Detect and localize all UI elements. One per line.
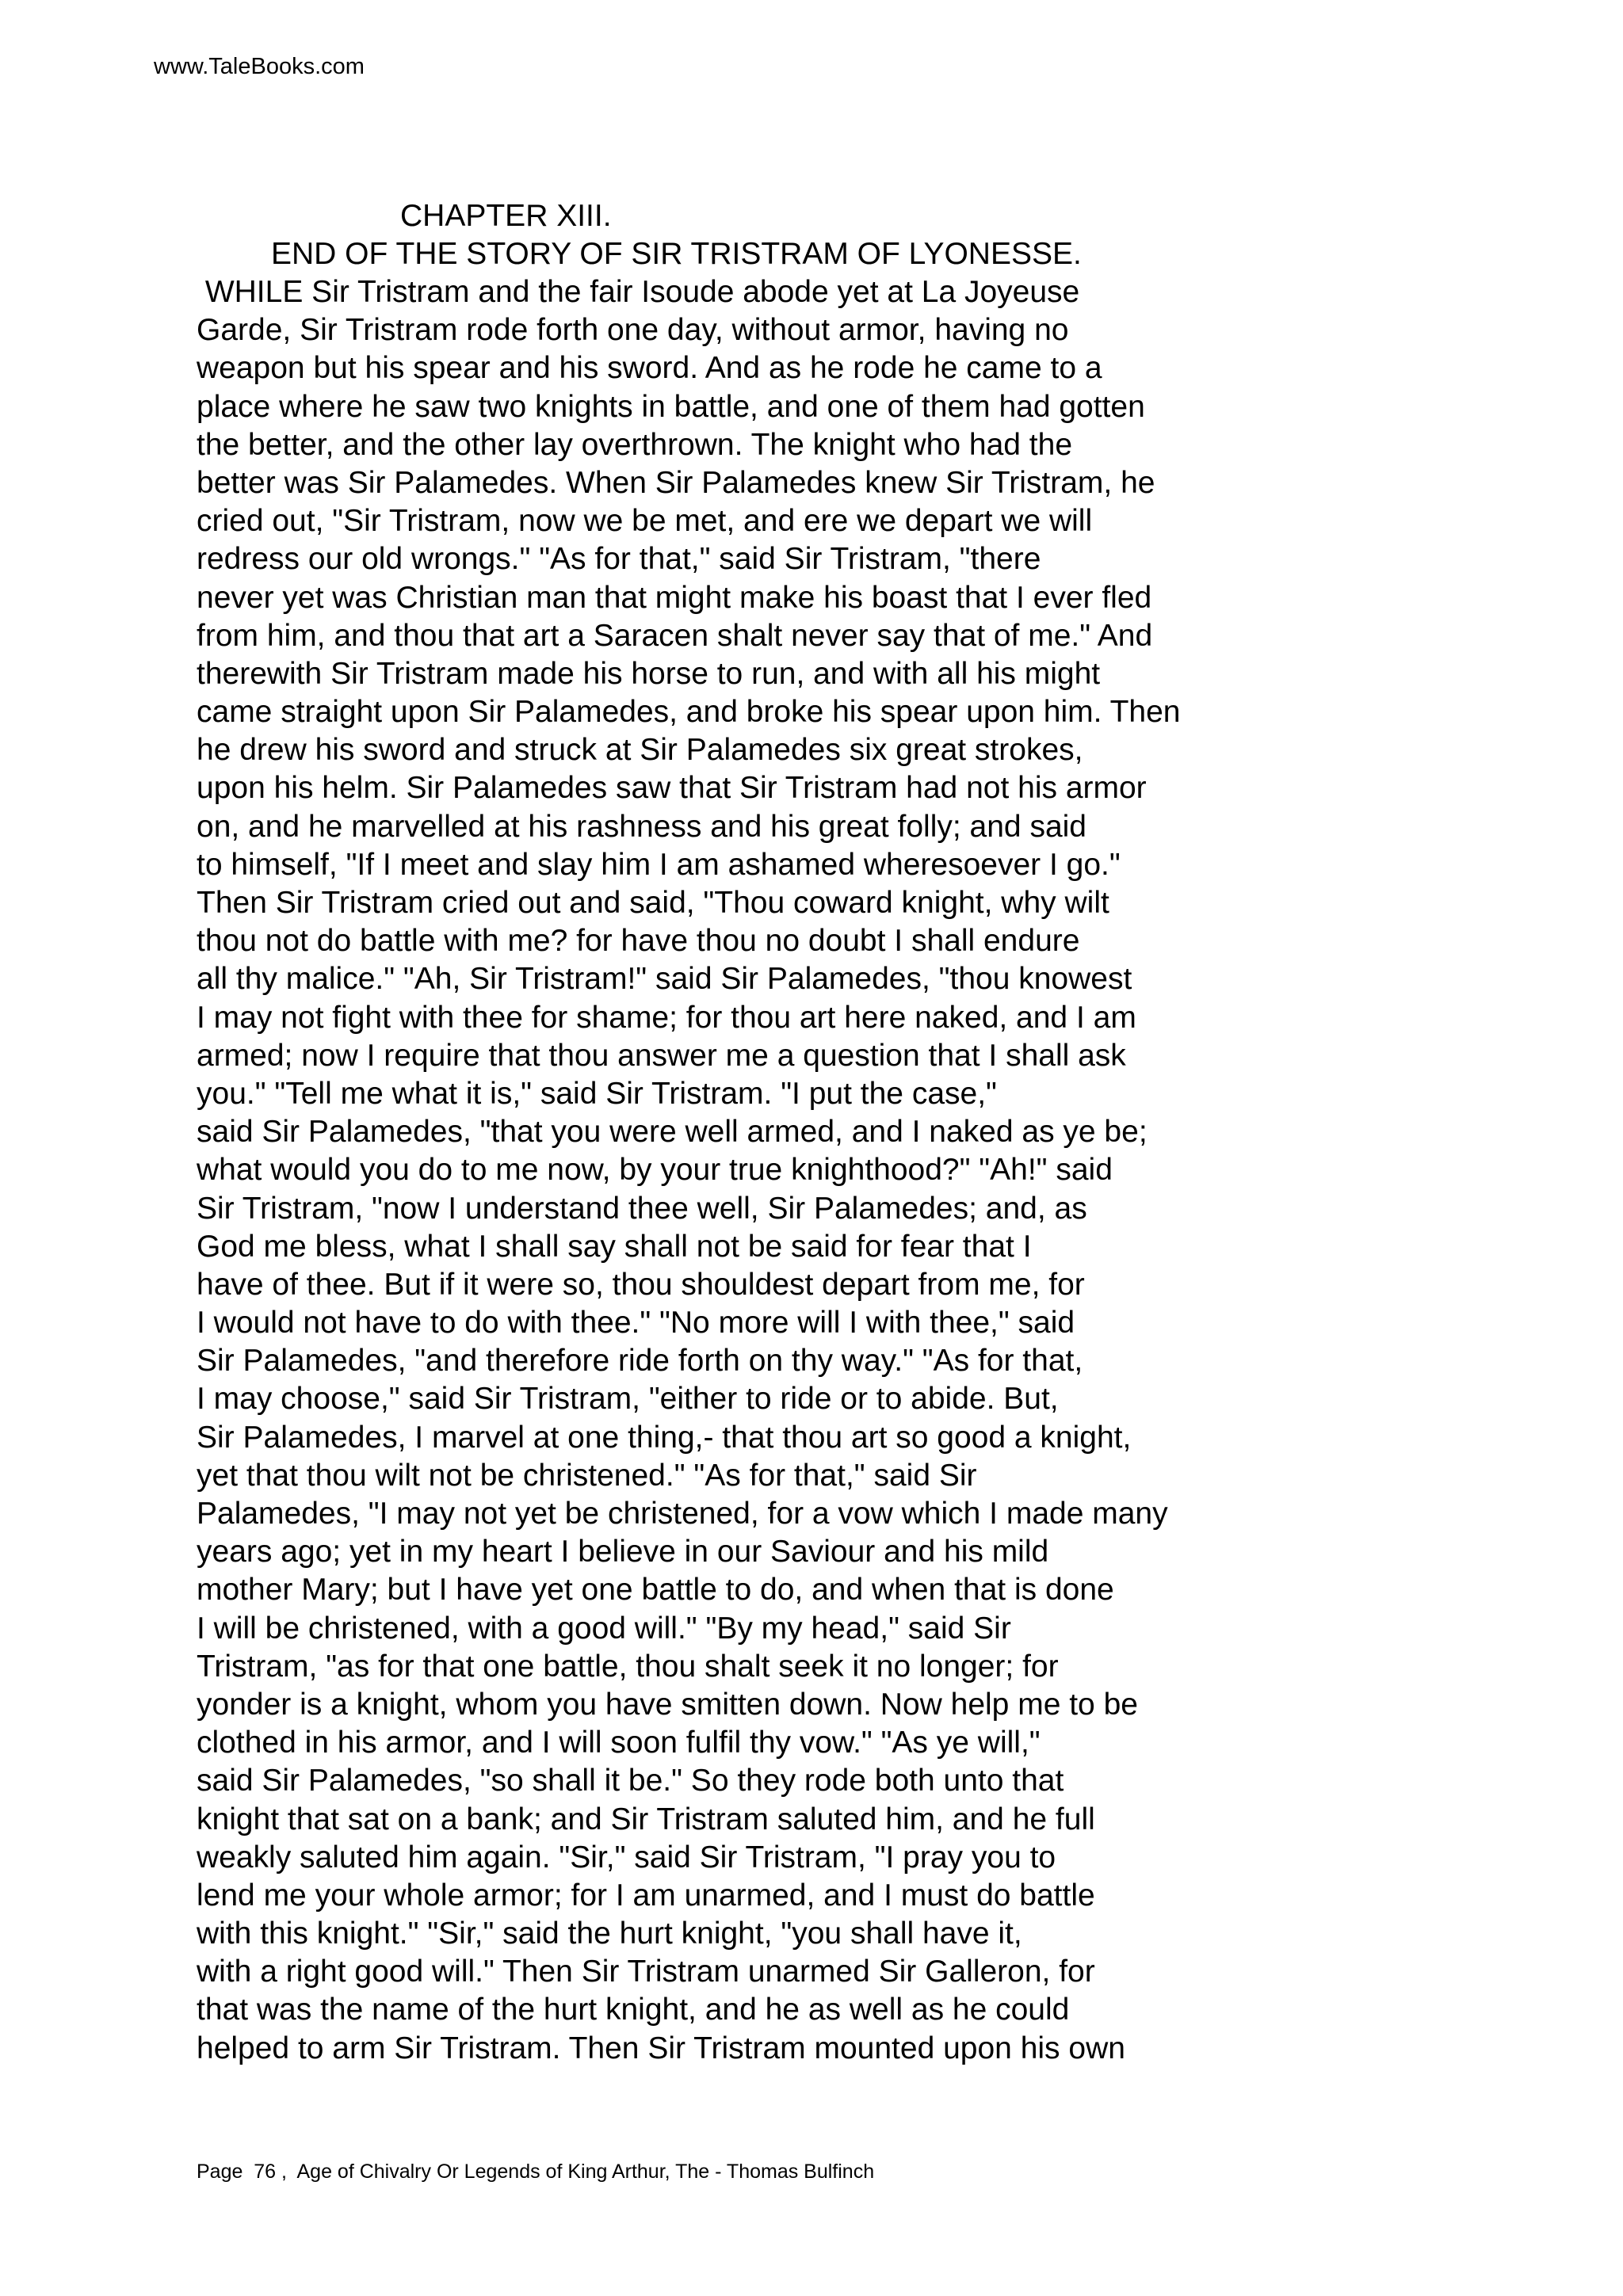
body-line: came straight upon Sir Palamedes, and broke his spear upon him. Then: [197, 695, 1181, 730]
body-line: weapon but his spear and his sword. And as he rode he came to a: [197, 351, 1102, 386]
body-line: better was Sir Palamedes. When Sir Palamedes knew Sir Tristram, he: [197, 465, 1155, 500]
body-line: clothed in his armor, and I will soon fulfil thy vow." "As ye will,": [197, 1726, 1041, 1760]
chapter-body: [197, 273, 1544, 2068]
body-line: said Sir Palamedes, "so shall it be." So they rode both unto that: [197, 1764, 1064, 1798]
body-line: all thy malice." "Ah, Sir Tristram!" said Sir Palamedes, "thou knowest: [197, 962, 1132, 997]
body-line: have of thee. But if it were so, thou shouldest depart from me, for: [197, 1267, 1085, 1302]
chapter-subtitle: END OF THE STORY OF SIR TRISTRAM OF LYONESSE.: [271, 237, 1082, 271]
body-line: he drew his sword and struck at Sir Palamedes six great strokes,: [197, 733, 1083, 768]
chapter-heading: CHAPTER XIII.: [400, 199, 612, 233]
body-line: Sir Palamedes, "and therefore ride forth on thy way." "As for that,: [197, 1344, 1083, 1379]
body-line: redress our old wrongs." "As for that," said Sir Tristram, "there: [197, 542, 1041, 577]
body-line: I will be christened, with a good will." "By my head," said Sir: [197, 1611, 1011, 1646]
body-line: years ago; yet in my heart I believe in our Saviour and his mild: [197, 1535, 1049, 1569]
body-line: helped to arm Sir Tristram. Then Sir Tristram mounted upon his own: [197, 2031, 1125, 2065]
body-line: with this knight." "Sir," said the hurt knight, "you shall have it,: [197, 1917, 1022, 1951]
body-line: thou not do battle with me? for have thou no doubt I shall endure: [197, 924, 1080, 959]
body-line: you." "Tell me what it is," said Sir Tristram. "I put the case,": [197, 1076, 997, 1111]
body-line: knight that sat on a bank; and Sir Tristram saluted him, and he full: [197, 1802, 1095, 1836]
body-line: that was the name of the hurt knight, and he as well as he could: [197, 1993, 1070, 2027]
body-line: on, and he marvelled at his rashness and his great folly; and said: [197, 809, 1087, 844]
body-line: the better, and the other lay overthrown. The knight who had the: [197, 427, 1073, 462]
body-line: Tristram, "as for that one battle, thou shalt seek it no longer; for: [197, 1649, 1059, 1684]
body-line: Sir Tristram, "now I understand thee well, Sir Palamedes; and, as: [197, 1191, 1087, 1226]
body-line: with a right good will." Then Sir Tristram unarmed Sir Galleron, for: [197, 1955, 1095, 1989]
body-line: mother Mary; but I have yet one battle to do, and when that is done: [197, 1573, 1114, 1608]
body-line: WHILE Sir Tristram and the fair Isoude abode yet at La Joyeuse: [197, 275, 1080, 309]
body-line: never yet was Christian man that might make his boast that I ever fled: [197, 580, 1152, 615]
body-line: yonder is a knight, whom you have smitten down. Now help me to be: [197, 1687, 1138, 1722]
body-line: cried out, "Sir Tristram, now we be met, and ere we depart we will: [197, 504, 1093, 539]
body-line: armed; now I require that thou answer me a question that I shall ask: [197, 1038, 1126, 1073]
body-line: said Sir Palamedes, "that you were well armed, and I naked as ye be;: [197, 1115, 1148, 1150]
body-line: I would not have to do with thee." "No more will I with thee," said: [197, 1306, 1075, 1341]
body-line: Sir Palamedes, I marvel at one thing,- that thou art so good a knight,: [197, 1420, 1132, 1455]
body-line: Garde, Sir Tristram rode forth one day, without armor, having no: [197, 313, 1069, 348]
body-line: Then Sir Tristram cried out and said, "Thou coward knight, why wilt: [197, 886, 1109, 920]
page-footer: Page 76 , Age of Chivalry Or Legends of King Arthur, The - Thomas Bulfinch: [197, 2161, 875, 2183]
body-line: I may not fight with thee for shame; for thou art here naked, and I am: [197, 1000, 1136, 1035]
body-line: upon his helm. Sir Palamedes saw that Sir Tristram had not his armor: [197, 771, 1147, 806]
body-line: yet that thou wilt not be christened." "As for that," said Sir: [197, 1458, 977, 1493]
body-line: therewith Sir Tristram made his horse to run, and with all his might: [197, 656, 1101, 691]
body-line: place where he saw two knights in battle, and one of them had gotten: [197, 389, 1145, 424]
body-line: God me bless, what I shall say shall not be said for fear that I: [197, 1229, 1032, 1264]
body-line: to himself, "If I meet and slay him I am ashamed wheresoever I go.": [197, 847, 1121, 882]
body-line: what would you do to me now, by your true knighthood?" "Ah!" said: [197, 1153, 1113, 1188]
body-line: lend me your whole armor; for I am unarmed, and I must do battle: [197, 1878, 1095, 1913]
body-line: from him, and thou that art a Saracen shalt never say that of me." And: [197, 618, 1153, 653]
body-line: I may choose," said Sir Tristram, "either to ride or to abide. But,: [197, 1382, 1059, 1417]
site-url: www.TaleBooks.com: [154, 54, 365, 79]
body-line: weakly saluted him again. "Sir," said Sir Tristram, "I pray you to: [197, 1840, 1056, 1875]
body-line: Palamedes, "I may not yet be christened, for a vow which I made many: [197, 1497, 1168, 1531]
